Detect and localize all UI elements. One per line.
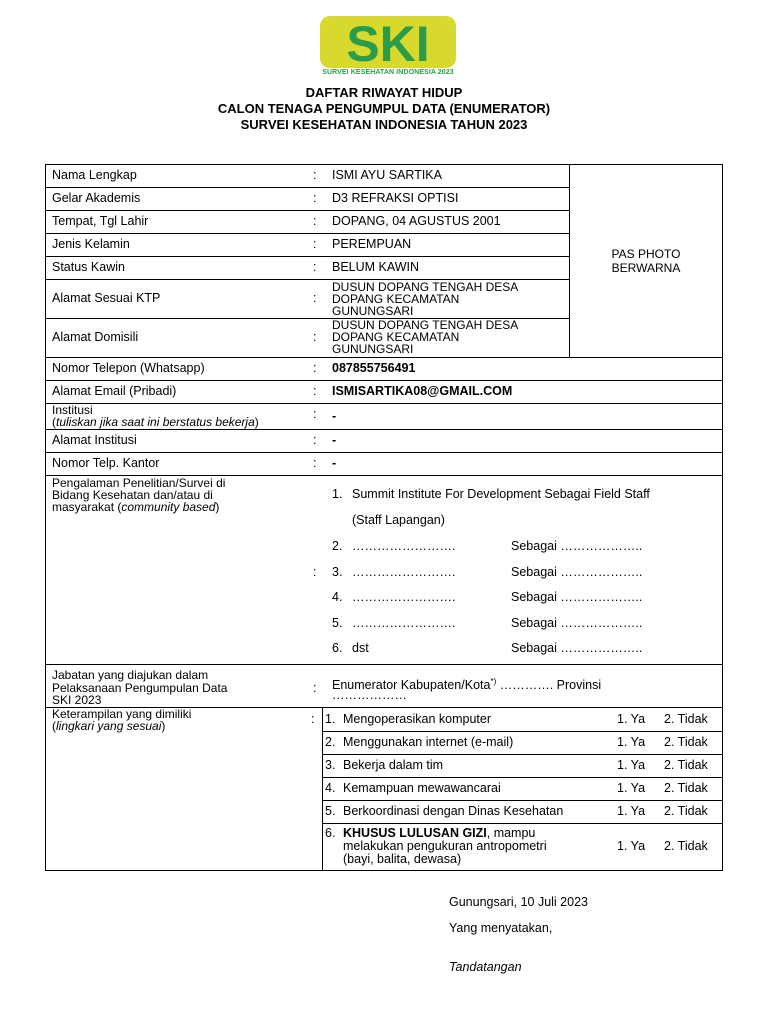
pengalaman-sebagai-6: Sebagai ……………….. [511,641,643,655]
colon: : [313,260,317,274]
skill-note: (lingkari yang sesuai) [52,719,166,733]
skill-note-text: lingkari yang sesuai [56,719,162,733]
colon: : [313,565,317,579]
jabatan-value-sup: *) [490,677,497,686]
photo-placeholder-line1: PAS PHOTO [611,247,681,261]
skill-num-1: 1. [325,712,336,726]
logo-subtitle: SURVEI KESEHATAN INDONESIA 2023 [322,69,454,76]
colon: : [313,291,317,305]
pengalaman-num-4: 4. [332,590,343,604]
jabatan-label-line1: Jabatan yang diajukan dalam [52,668,209,682]
colon: : [313,433,317,447]
skill-ya-3: 1. Ya [617,758,646,772]
domisili-value-line2: DOPANG KECAMATAN [332,330,460,344]
institusi-note-text: tuliskan jika saat ini berstatus bekerja [56,415,255,429]
pengalaman-dots-5: ……………………. [352,616,456,630]
colon: : [313,456,317,470]
colon: : [313,361,317,375]
jabatan-value-text: Enumerator Kabupaten/Kota [332,678,491,693]
skill-text-6-rest: , mampu [486,826,536,840]
skill-text-5: Berkoordinasi dengan Dinas Kesehatan [343,804,564,818]
pengalaman-label-line3-end: ) [215,500,220,514]
pengalaman-dots-3: ……………………. [352,565,456,579]
skill-label: Keterampilan yang dimiliki [52,707,192,721]
doc-title-1: DAFTAR RIWAYAT HIDUP [305,85,463,100]
skill-ya-2: 1. Ya [617,735,646,749]
pengalaman-num-5: 5. [332,616,343,630]
pengalaman-dots-2: ……………………. [352,539,456,553]
institusi-value: - [332,409,337,423]
colon: : [311,712,315,726]
skill-tidak-6: 2. Tidak [664,839,708,853]
ktp-value-line3: GUNUNGSARI [332,304,414,318]
ski-logo-graphic [318,14,458,70]
institusi-note: (tuliskan jika saat ini berstatus bekerja) [52,415,259,429]
skill-ya-6: 1. Ya [617,839,646,853]
photo-placeholder-line2: BERWARNA [611,261,681,275]
statement: Yang menyatakan, [449,921,553,935]
domisili-label: Alamat Domisili [52,330,139,344]
telp-kantor-label: Nomor Telp. Kantor [52,456,160,470]
colon: : [313,168,317,182]
place-date: Gunungsari, 10 Juli 2023 [449,895,588,909]
ttl-label: Tempat, Tgl Lahir [52,214,149,228]
skill-num-6: 6. [325,826,336,840]
domisili-value-line1: DUSUN DOPANG TENGAH DESA [332,318,519,332]
skill-num-4: 4. [325,781,336,795]
jk-label: Jenis Kelamin [52,237,130,251]
skill-text-6-bold: KHUSUS LULUSAN GIZI [343,826,487,840]
telp-value: 087855756491 [332,361,416,375]
alamat-institusi-value: - [332,433,337,447]
skill-text-6-line3: (bayi, balita, dewasa) [343,852,462,866]
telp-label: Nomor Telepon (Whatsapp) [52,361,205,375]
pengalaman-sebagai-2: Sebagai ……………….. [511,539,643,553]
nama-label: Nama Lengkap [52,168,137,182]
pengalaman-text-1b: (Staff Lapangan) [352,513,445,527]
skill-text-2: Menggunakan internet (e-mail) [343,735,514,749]
jabatan-value-text2: …………. Provinsi [496,678,602,693]
telp-kantor-value: - [332,456,337,470]
pengalaman-num-2: 2. [332,539,343,553]
alamat-institusi-label: Alamat Institusi [52,433,137,447]
gelar-label: Gelar Akademis [52,191,141,205]
status-value: BELUM KAWIN [332,260,420,274]
colon: : [313,681,317,695]
jabatan-value-line2: ……………… [332,688,407,702]
jabatan-label-line2: Pelaksanaan Pengumpulan Data [52,681,228,695]
pengalaman-num-6: 6. [332,641,343,655]
gelar-value: D3 REFRAKSI OPTISI [332,191,459,205]
pengalaman-label-line3-a: masyarakat ( [52,500,122,514]
skill-tidak-5: 2. Tidak [664,804,708,818]
skill-tidak-3: 2. Tidak [664,758,708,772]
ktp-label: Alamat Sesuai KTP [52,291,161,305]
skill-text-4: Kemampuan mewawancarai [343,781,501,795]
pengalaman-sebagai-5: Sebagai ……………….. [511,616,643,630]
colon: : [313,330,317,344]
skill-num-2: 2. [325,735,336,749]
institusi-label: Institusi [52,403,93,417]
pengalaman-sebagai-3: Sebagai ……………….. [511,565,643,579]
skill-text-6-line2: melakukan pengukuran antropometri [343,839,547,853]
doc-title-3: SURVEI KESEHATAN INDONESIA TAHUN 2023 [240,117,528,132]
colon: : [313,384,317,398]
skill-ya-5: 1. Ya [617,804,646,818]
ktp-value-line2: DOPANG KECAMATAN [332,292,460,306]
skill-ya-1: 1. Ya [617,712,646,726]
jabatan-label-line3: SKI 2023 [52,693,102,707]
pengalaman-label-line3-italic: community based [121,500,216,514]
skill-text-3: Bekerja dalam tim [343,758,444,772]
pengalaman-label-line2: Bidang Kesehatan dan/atau di [52,488,213,502]
colon: : [313,407,317,421]
signature-label: Tandatangan [449,960,522,974]
doc-title-2: CALON TENAGA PENGUMPUL DATA (ENUMERATOR) [217,101,551,116]
pengalaman-dots-6: dst [352,641,369,655]
nama-value: ISMI AYU SARTIKA [332,168,442,182]
ttl-value: DOPANG, 04 AGUSTUS 2001 [332,214,501,228]
logo-text: SKI [346,16,430,70]
skill-ya-4: 1. Ya [617,781,646,795]
pengalaman-dots-4: ……………………. [352,590,456,604]
email-label: Alamat Email (Pribadi) [52,384,177,398]
email-value: ISMISARTIKA08@GMAIL.COM [332,384,513,398]
ski-logo [318,14,458,80]
pengalaman-num-3: 3. [332,565,343,579]
skill-tidak-2: 2. Tidak [664,735,708,749]
pengalaman-sebagai-4: Sebagai ……………….. [511,590,643,604]
status-label: Status Kawin [52,260,125,274]
pengalaman-label-line3 [52,501,219,513]
ktp-value-line1: DUSUN DOPANG TENGAH DESA [332,280,519,294]
colon: : [313,191,317,205]
pengalaman-text-1: Summit Institute For Development Sebagai Field Staff [352,487,650,501]
skill-text-1: Mengoperasikan komputer [343,712,491,726]
skill-num-5: 5. [325,804,336,818]
pengalaman-label-line1: Pengalaman Penelitian/Survei di [52,476,226,490]
skill-tidak-1: 2. Tidak [664,712,708,726]
colon: : [313,214,317,228]
pengalaman-num-1: 1. [332,487,343,501]
skill-num-3: 3. [325,758,336,772]
domisili-value-line3: GUNUNGSARI [332,342,414,356]
jk-value: PEREMPUAN [332,237,412,251]
colon: : [313,237,317,251]
skill-tidak-4: 2. Tidak [664,781,708,795]
